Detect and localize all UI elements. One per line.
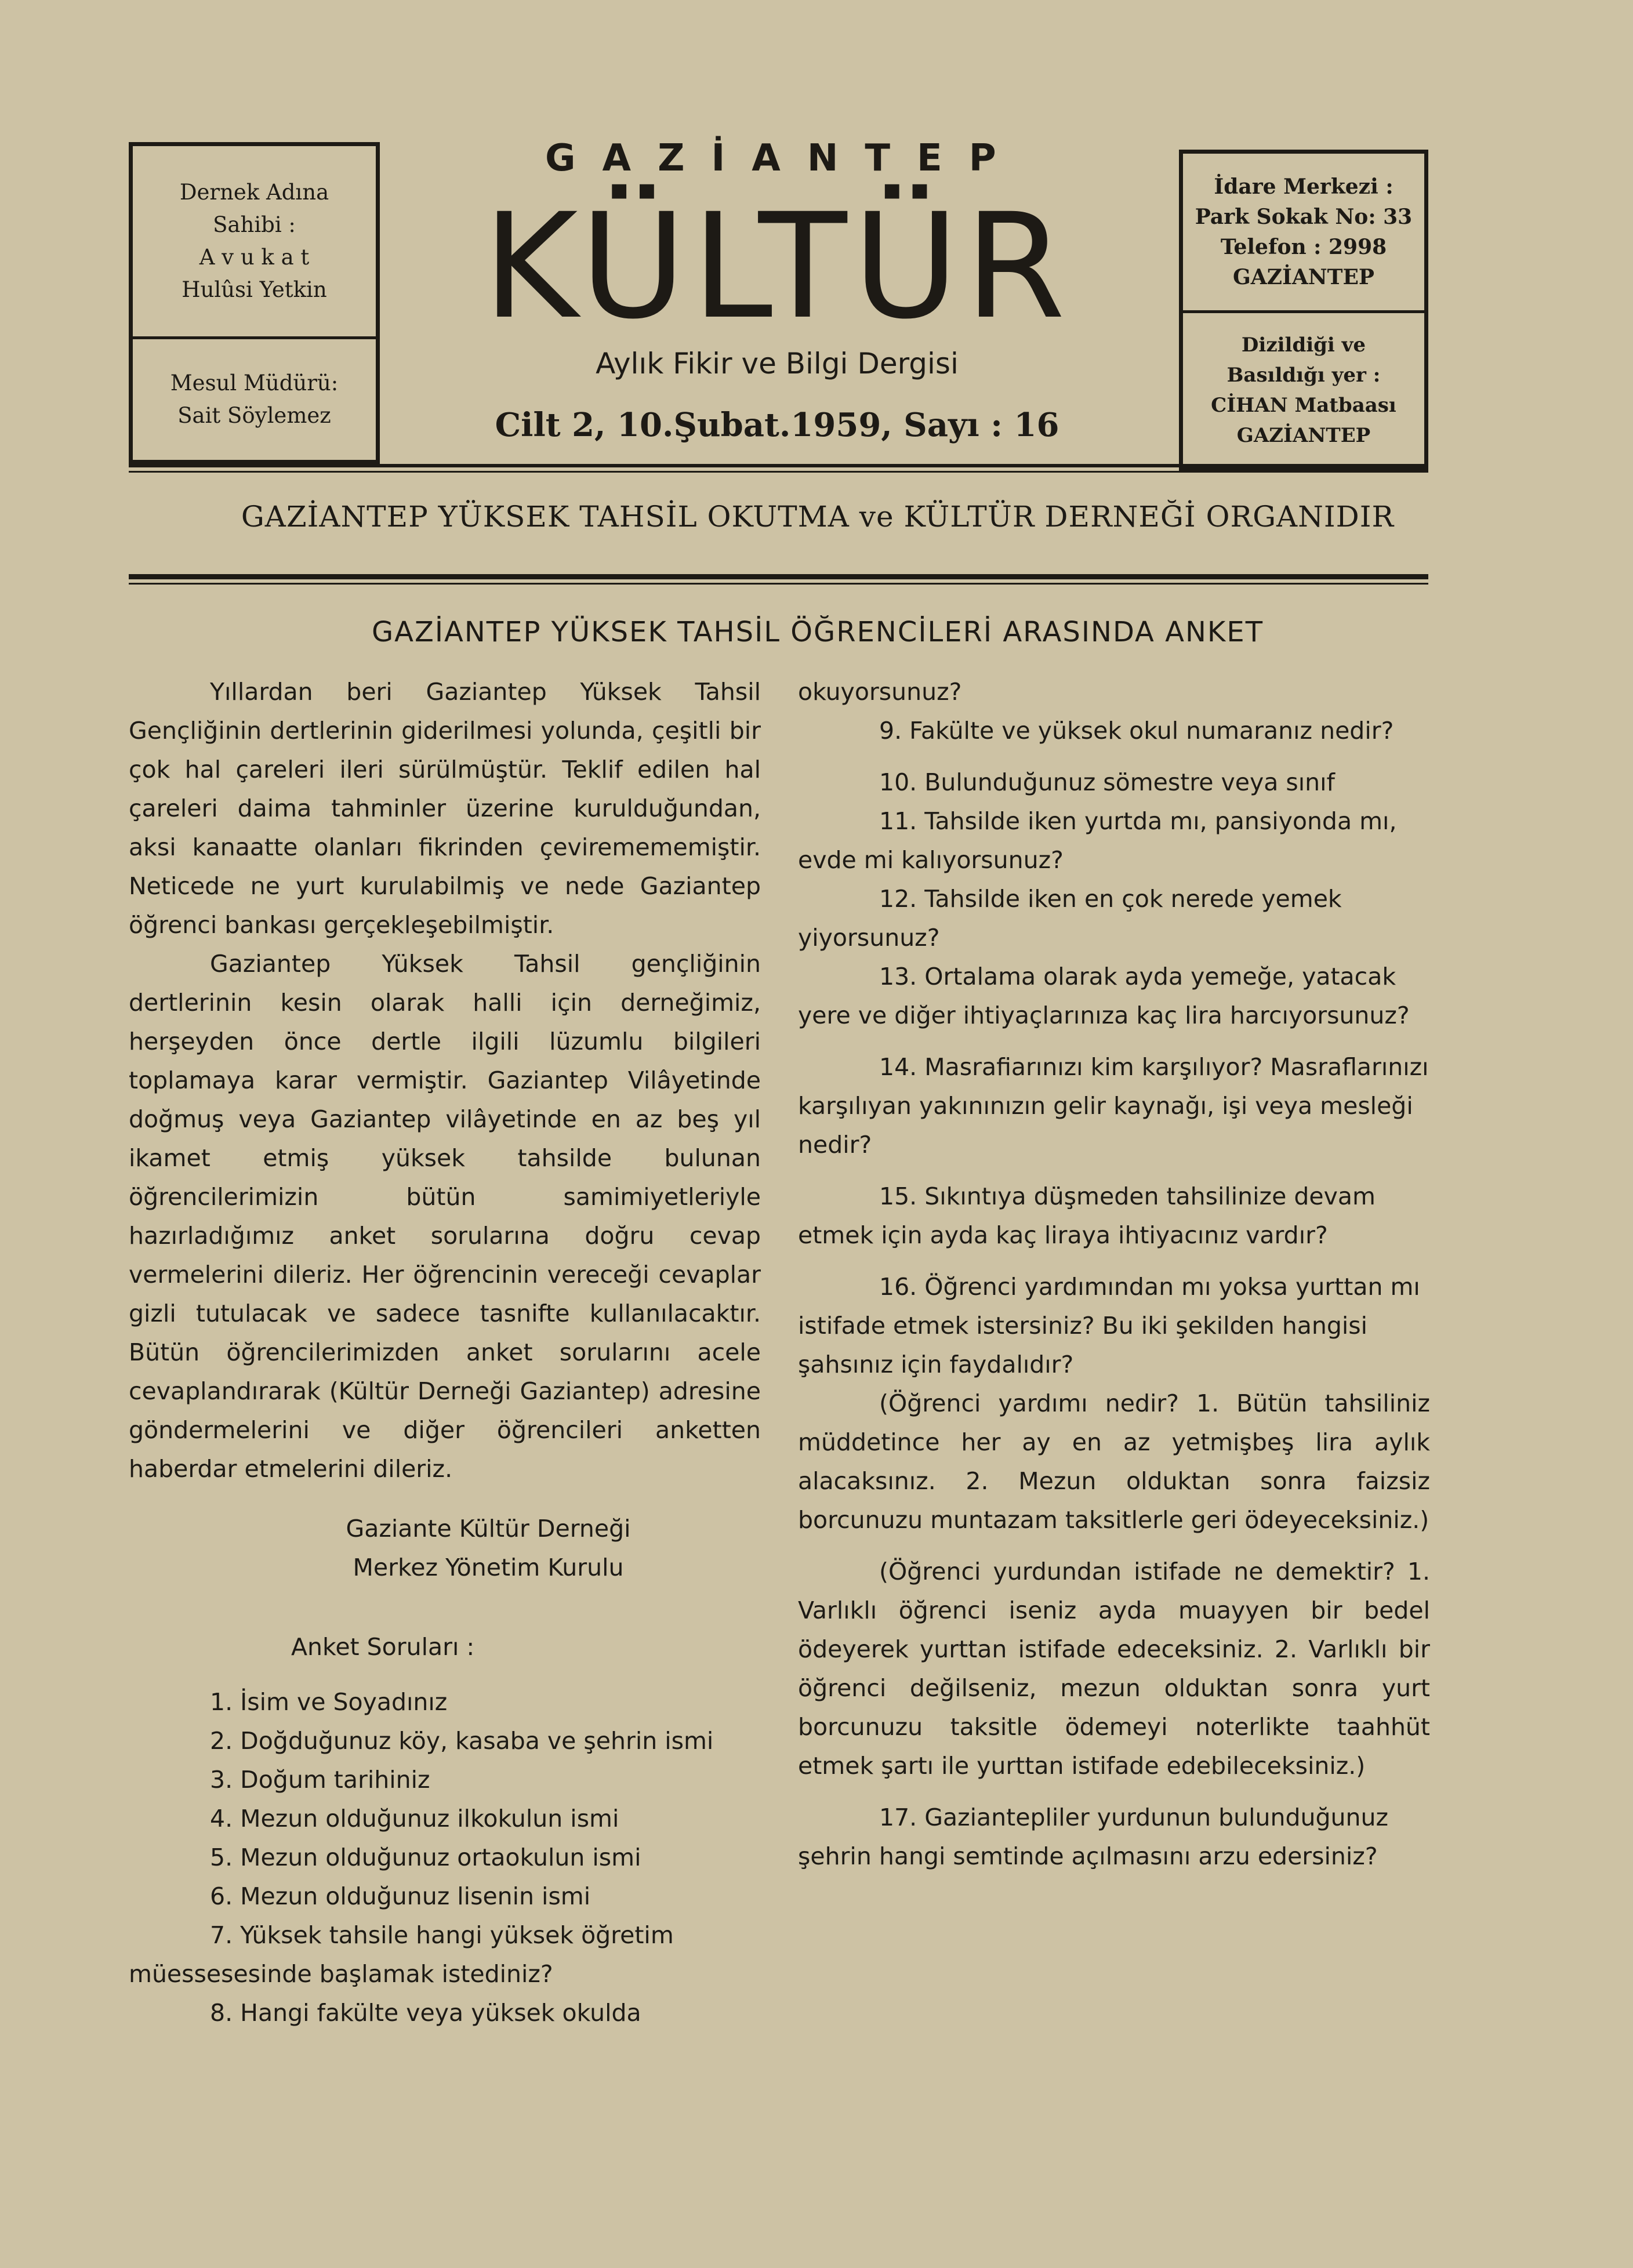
office-line: GAZİANTEP bbox=[1233, 265, 1374, 289]
question-continuation: okuyorsunuz? bbox=[798, 678, 962, 706]
question-item: 10. Bulunduğunuz sömestre veya sınıf bbox=[879, 768, 1335, 796]
publisher-info-box bbox=[1179, 150, 1428, 471]
office-line: İdare Merkezi : bbox=[1214, 175, 1394, 199]
left-column bbox=[129, 673, 761, 2033]
issue-info: Cilt 2, 10.Şubat.1959, Sayı : 16 bbox=[495, 406, 1059, 444]
signature-line: Merkez Yönetim Kurulu bbox=[353, 1554, 624, 1581]
organ-line: GAZİANTEP YÜKSEK TAHSİL OKUTMA ve KÜLTÜR DERNEĞİ ORGANIDIR bbox=[241, 500, 1395, 534]
question-item: 12. Tahsilde iken en çok nerede yemek yiyorsunuz? bbox=[798, 885, 1342, 952]
printer-line: Dizildiği ve bbox=[1241, 333, 1366, 357]
question-item: 4. Mezun olduğunuz ilkokulun ismi bbox=[210, 1805, 619, 1832]
question-item: 13. Ortalama olarak ayda yemeğe, yatacak yere ve diğer ihtiyaçlarınıza kaç lira harcıyorsunuz? bbox=[798, 963, 1410, 1029]
printer-line: CİHAN Matbaası bbox=[1211, 394, 1396, 417]
owner-line: Hulûsi Yetkin bbox=[182, 277, 327, 302]
right-column bbox=[798, 673, 1430, 1876]
printer-line: Basıldığı yer : bbox=[1226, 364, 1381, 387]
section-rule-thin bbox=[129, 583, 1428, 585]
office-line: Park Sokak No: 33 bbox=[1195, 205, 1413, 229]
question-item: 17. Gaziantepliler yurdunun bulunduğunuz şehrin hangi semtinde açılmasını arzu edersiniz? bbox=[798, 1803, 1389, 1870]
section-rule bbox=[129, 574, 1428, 579]
masthead-city: GAZİANTEP bbox=[545, 137, 1023, 180]
question-item: 9. Fakülte ve yüksek okul numaranız nedir? bbox=[879, 717, 1394, 745]
manager-line: Sait Söylemez bbox=[177, 403, 331, 428]
explanatory-note: (Öğrenci yurdundan istifade ne demektir? 1. Varlıklı öğrenci iseniz ayda muayyen bir bedel ödeyerek yurttan istifade edeceksiniz. 2. Varlıklı bir öğrenci değilseniz, mezun olduktan sonra yurt borcunuzu taksitle ödemeyi noterlikte taahhüt etmek şartı ile yurttan istifade edebileceksiniz.) bbox=[798, 1558, 1430, 1780]
magazine-subtitle: Aylık Fikir ve Bilgi Dergisi bbox=[596, 347, 959, 380]
explanatory-note: (Öğrenci yardımı nedir? 1. Bütün tahsiliniz müddetince her ay en az yetmişbeş lira aylık alacaksınız. 2. Mezun olduktan sonra faizsiz borcunuzu muntazam taksitlerle geri ödeyeceksiniz.) bbox=[798, 1389, 1430, 1534]
article-headline: GAZİANTEP YÜKSEK TAHSİL ÖĞRENCİLERİ ARASINDA ANKET bbox=[371, 616, 1264, 648]
magazine-title: KÜLTÜR bbox=[482, 182, 1072, 351]
owner-line: Dernek Adına bbox=[179, 180, 329, 205]
question-item: 2. Doğduğunuz köy, kasaba ve şehrin ismi bbox=[210, 1727, 714, 1755]
owner-line: A v u k a t bbox=[199, 245, 310, 270]
question-item: 3. Doğum tarihiniz bbox=[210, 1766, 430, 1794]
manager-line: Mesul Müdürü: bbox=[170, 371, 339, 395]
paragraph: Yıllardan beri Gaziantep Yüksek Tahsil Gençliğinin dertlerinin giderilmesi yolunda, çeşitli bir çok hal çareleri ileri sürülmüştür. Teklif edilen hal çareleri daima tahminler üzerine kurulduğundan, aksi kanaatte olanları fikrinden çeviremememiştir. Neticede ne yurt kurulabilmiş ve nede Gaziantep öğrenci bankası gerçekleşebilmiştir. bbox=[129, 678, 761, 939]
questions-heading: Anket Soruları : bbox=[291, 1633, 475, 1661]
office-cell bbox=[1183, 154, 1424, 313]
masthead-rule-thin bbox=[129, 471, 1428, 473]
printer-line: GAZİANTEP bbox=[1236, 424, 1371, 447]
owner-line: Sahibi : bbox=[213, 212, 296, 237]
manager-cell bbox=[133, 339, 376, 460]
printer-cell bbox=[1183, 313, 1424, 467]
owner-info-box bbox=[129, 142, 380, 464]
question-item: 8. Hangi fakülte veya yüksek okulda bbox=[210, 1999, 641, 2027]
question-item: 14. Masrafiarınızı kim karşılıyor? Masraflarınızı karşılıyan yakınınızın gelir kaynağı, işi veya mesleği nedir? bbox=[798, 1053, 1429, 1159]
question-item: 6. Mezun olduğunuz lisenin ismi bbox=[210, 1882, 591, 1910]
paragraph: Gaziantep Yüksek Tahsil gençliğinin dertlerinin kesin olarak halli için derneğimiz, herşeyden önce dertle ilgili lüzumlu bilgileri toplamaya karar vermiştir. Gaziantep Vilâyetinde doğmuş veya Gaziantep vilâyetinde en az beş yıl ikamet etmiş yüksek tahsilde bulunan öğrencilerimizin bütün samimiyetleriyle hazırladığımız anket sorularına doğru cevap vermelerini dileriz. Her öğrencinin vereceği cevaplar gizli tutulacak ve sadece tasnifte kullanılacaktır. Bütün öğrencilerimizden anket sorularını acele cevaplandırarak (Kültür Derneği Gaziantep) adresine göndermelerini ve diğer öğrencileri anketten haberdar etmelerini dileriz. bbox=[129, 950, 761, 1483]
office-line: Telefon : 2998 bbox=[1220, 235, 1387, 259]
question-item: 16. Öğrenci yardımından mı yoksa yurttan mı istifade etmek istersiniz? Bu iki şekilden hangisi şahsınız için faydalıdır? bbox=[798, 1273, 1420, 1378]
question-item: 15. Sıkıntıya düşmeden tahsilinize devam etmek için ayda kaç liraya ihtiyacınız vardır? bbox=[798, 1182, 1376, 1249]
question-item: 7. Yüksek tahsile hangi yüksek öğretim müessesesinde başlamak istediniz? bbox=[129, 1921, 674, 1988]
question-item: 5. Mezun olduğunuz ortaokulun ismi bbox=[210, 1844, 641, 1871]
question-item: 1. İsim ve Soyadınız bbox=[210, 1688, 448, 1716]
owner-cell bbox=[133, 146, 376, 339]
masthead-rule bbox=[129, 464, 1428, 467]
question-item: 11. Tahsilde iken yurtda mı, pansiyonda mı, evde mi kalıyorsunuz? bbox=[798, 807, 1397, 874]
signature-line: Gaziante Kültür Derneği bbox=[346, 1515, 631, 1543]
